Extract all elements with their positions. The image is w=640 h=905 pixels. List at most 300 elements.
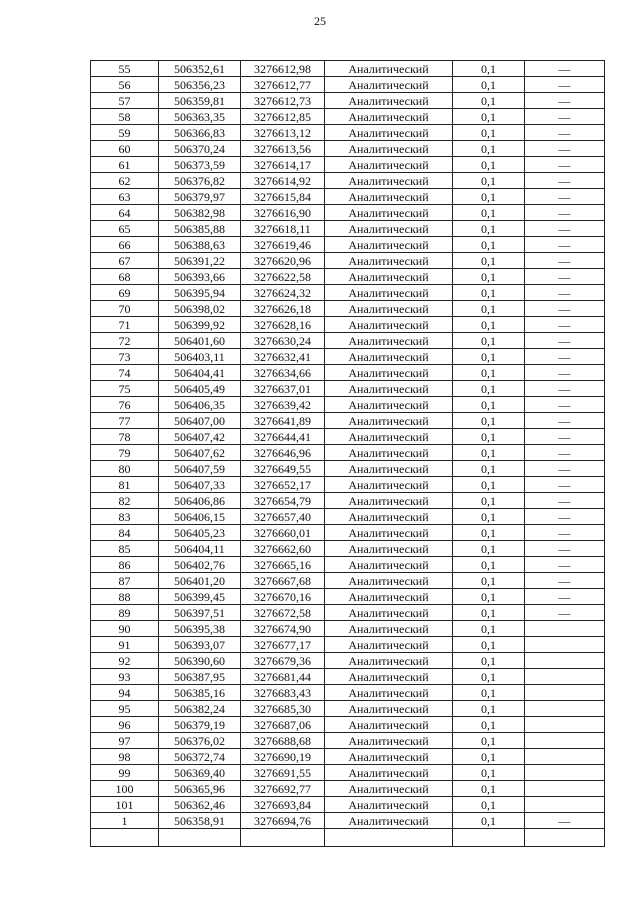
y-coordinate-cell: 3276615,84 <box>241 189 325 205</box>
precision-cell: 0,1 <box>453 429 525 445</box>
method-cell: Аналитический <box>325 573 453 589</box>
description-cell: — <box>525 93 605 109</box>
method-cell: Аналитический <box>325 173 453 189</box>
description-cell <box>525 797 605 813</box>
empty-cell <box>453 829 525 847</box>
table-row <box>91 797 605 813</box>
point-number-cell: 66 <box>91 237 159 253</box>
precision-cell: 0,1 <box>453 717 525 733</box>
y-coordinate-cell: 3276691,55 <box>241 765 325 781</box>
table-row <box>91 173 605 189</box>
x-coordinate-cell: 506369,40 <box>159 765 241 781</box>
point-number-cell: 96 <box>91 717 159 733</box>
y-coordinate-cell: 3276694,76 <box>241 813 325 829</box>
point-number-cell: 81 <box>91 477 159 493</box>
x-coordinate-cell: 506405,49 <box>159 381 241 397</box>
point-number-cell: 69 <box>91 285 159 301</box>
x-coordinate-cell: 506404,11 <box>159 541 241 557</box>
method-cell: Аналитический <box>325 717 453 733</box>
table-row <box>91 269 605 285</box>
description-cell: — <box>525 173 605 189</box>
method-cell: Аналитический <box>325 397 453 413</box>
y-coordinate-cell: 3276616,90 <box>241 205 325 221</box>
precision-cell: 0,1 <box>453 365 525 381</box>
y-coordinate-cell: 3276641,89 <box>241 413 325 429</box>
x-coordinate-cell: 506382,98 <box>159 205 241 221</box>
method-cell: Аналитический <box>325 301 453 317</box>
y-coordinate-cell: 3276613,12 <box>241 125 325 141</box>
point-number-cell: 68 <box>91 269 159 285</box>
description-cell: — <box>525 557 605 573</box>
precision-cell: 0,1 <box>453 413 525 429</box>
method-cell: Аналитический <box>325 685 453 701</box>
precision-cell: 0,1 <box>453 477 525 493</box>
table-row <box>91 285 605 301</box>
point-number-cell: 95 <box>91 701 159 717</box>
precision-cell: 0,1 <box>453 445 525 461</box>
table-row <box>91 653 605 669</box>
precision-cell: 0,1 <box>453 461 525 477</box>
table-row <box>91 237 605 253</box>
point-number-cell: 72 <box>91 333 159 349</box>
precision-cell: 0,1 <box>453 237 525 253</box>
point-number-cell: 84 <box>91 525 159 541</box>
x-coordinate-cell: 506401,20 <box>159 573 241 589</box>
precision-cell: 0,1 <box>453 701 525 717</box>
method-cell: Аналитический <box>325 493 453 509</box>
precision-cell: 0,1 <box>453 77 525 93</box>
point-number-cell: 86 <box>91 557 159 573</box>
description-cell: — <box>525 109 605 125</box>
method-cell: Аналитический <box>325 813 453 829</box>
method-cell: Аналитический <box>325 733 453 749</box>
method-cell: Аналитический <box>325 189 453 205</box>
precision-cell: 0,1 <box>453 189 525 205</box>
table-row <box>91 781 605 797</box>
precision-cell: 0,1 <box>453 333 525 349</box>
x-coordinate-cell: 506362,46 <box>159 797 241 813</box>
table-row <box>91 77 605 93</box>
table-row <box>91 525 605 541</box>
precision-cell: 0,1 <box>453 109 525 125</box>
description-cell <box>525 701 605 717</box>
point-number-cell: 82 <box>91 493 159 509</box>
x-coordinate-cell: 506403,11 <box>159 349 241 365</box>
x-coordinate-cell: 506385,88 <box>159 221 241 237</box>
precision-cell: 0,1 <box>453 173 525 189</box>
description-cell: — <box>525 333 605 349</box>
y-coordinate-cell: 3276679,36 <box>241 653 325 669</box>
description-cell: — <box>525 605 605 621</box>
method-cell: Аналитический <box>325 317 453 333</box>
y-coordinate-cell: 3276613,56 <box>241 141 325 157</box>
method-cell: Аналитический <box>325 445 453 461</box>
description-cell: — <box>525 61 605 77</box>
precision-cell: 0,1 <box>453 621 525 637</box>
y-coordinate-cell: 3276685,30 <box>241 701 325 717</box>
table-row <box>91 221 605 237</box>
y-coordinate-cell: 3276639,42 <box>241 397 325 413</box>
x-coordinate-cell: 506363,35 <box>159 109 241 125</box>
point-number-cell: 85 <box>91 541 159 557</box>
precision-cell: 0,1 <box>453 61 525 77</box>
y-coordinate-cell: 3276612,85 <box>241 109 325 125</box>
method-cell: Аналитический <box>325 605 453 621</box>
description-cell: — <box>525 381 605 397</box>
y-coordinate-cell: 3276649,55 <box>241 461 325 477</box>
method-cell: Аналитический <box>325 77 453 93</box>
table-row <box>91 637 605 653</box>
point-number-cell: 70 <box>91 301 159 317</box>
table-row <box>91 733 605 749</box>
empty-cell <box>159 829 241 847</box>
table-row <box>91 557 605 573</box>
x-coordinate-cell: 506373,59 <box>159 157 241 173</box>
point-number-cell: 55 <box>91 61 159 77</box>
table-row <box>91 157 605 173</box>
point-number-cell: 92 <box>91 653 159 669</box>
x-coordinate-cell: 506407,62 <box>159 445 241 461</box>
point-number-cell: 63 <box>91 189 159 205</box>
table-row <box>91 813 605 829</box>
precision-cell: 0,1 <box>453 301 525 317</box>
point-number-cell: 67 <box>91 253 159 269</box>
y-coordinate-cell: 3276618,11 <box>241 221 325 237</box>
method-cell: Аналитический <box>325 61 453 77</box>
description-cell: — <box>525 413 605 429</box>
x-coordinate-cell: 506385,16 <box>159 685 241 701</box>
method-cell: Аналитический <box>325 269 453 285</box>
x-coordinate-cell: 506406,35 <box>159 397 241 413</box>
table-row <box>91 205 605 221</box>
table-row <box>91 477 605 493</box>
description-cell: — <box>525 461 605 477</box>
table-row <box>91 445 605 461</box>
empty-cell <box>241 829 325 847</box>
description-cell: — <box>525 221 605 237</box>
table-row <box>91 669 605 685</box>
y-coordinate-cell: 3276630,24 <box>241 333 325 349</box>
table-row <box>91 333 605 349</box>
x-coordinate-cell: 506398,02 <box>159 301 241 317</box>
y-coordinate-cell: 3276612,98 <box>241 61 325 77</box>
precision-cell: 0,1 <box>453 125 525 141</box>
point-number-cell: 93 <box>91 669 159 685</box>
method-cell: Аналитический <box>325 477 453 493</box>
y-coordinate-cell: 3276619,46 <box>241 237 325 253</box>
table-row <box>91 429 605 445</box>
x-coordinate-cell: 506402,76 <box>159 557 241 573</box>
precision-cell: 0,1 <box>453 557 525 573</box>
method-cell: Аналитический <box>325 237 453 253</box>
precision-cell: 0,1 <box>453 765 525 781</box>
point-number-cell: 76 <box>91 397 159 413</box>
description-cell: — <box>525 493 605 509</box>
x-coordinate-cell: 506401,60 <box>159 333 241 349</box>
x-coordinate-cell: 506407,59 <box>159 461 241 477</box>
x-coordinate-cell: 506359,81 <box>159 93 241 109</box>
method-cell: Аналитический <box>325 285 453 301</box>
precision-cell: 0,1 <box>453 253 525 269</box>
point-number-cell: 88 <box>91 589 159 605</box>
table-row <box>91 493 605 509</box>
table-row <box>91 509 605 525</box>
point-number-cell: 100 <box>91 781 159 797</box>
x-coordinate-cell: 506393,66 <box>159 269 241 285</box>
method-cell: Аналитический <box>325 653 453 669</box>
precision-cell: 0,1 <box>453 493 525 509</box>
precision-cell: 0,1 <box>453 525 525 541</box>
method-cell: Аналитический <box>325 349 453 365</box>
x-coordinate-cell: 506388,63 <box>159 237 241 253</box>
page-number: 25 <box>314 14 326 28</box>
description-cell: — <box>525 445 605 461</box>
description-cell: — <box>525 813 605 829</box>
precision-cell: 0,1 <box>453 397 525 413</box>
description-cell: — <box>525 349 605 365</box>
method-cell: Аналитический <box>325 253 453 269</box>
precision-cell: 0,1 <box>453 157 525 173</box>
method-cell: Аналитический <box>325 413 453 429</box>
description-cell <box>525 781 605 797</box>
method-cell: Аналитический <box>325 797 453 813</box>
method-cell: Аналитический <box>325 157 453 173</box>
precision-cell: 0,1 <box>453 381 525 397</box>
description-cell: — <box>525 429 605 445</box>
point-number-cell: 98 <box>91 749 159 765</box>
x-coordinate-cell: 506376,82 <box>159 173 241 189</box>
y-coordinate-cell: 3276692,77 <box>241 781 325 797</box>
precision-cell: 0,1 <box>453 589 525 605</box>
point-number-cell: 90 <box>91 621 159 637</box>
description-cell <box>525 669 605 685</box>
x-coordinate-cell: 506366,83 <box>159 125 241 141</box>
point-number-cell: 75 <box>91 381 159 397</box>
x-coordinate-cell: 506372,74 <box>159 749 241 765</box>
x-coordinate-cell: 506376,02 <box>159 733 241 749</box>
x-coordinate-cell: 506406,86 <box>159 493 241 509</box>
description-cell: — <box>525 189 605 205</box>
x-coordinate-cell: 506399,45 <box>159 589 241 605</box>
x-coordinate-cell: 506407,42 <box>159 429 241 445</box>
point-number-cell: 1 <box>91 813 159 829</box>
precision-cell: 0,1 <box>453 509 525 525</box>
table-row <box>91 349 605 365</box>
y-coordinate-cell: 3276632,41 <box>241 349 325 365</box>
point-number-cell: 77 <box>91 413 159 429</box>
precision-cell: 0,1 <box>453 93 525 109</box>
x-coordinate-cell: 506358,91 <box>159 813 241 829</box>
point-number-cell: 101 <box>91 797 159 813</box>
description-cell <box>525 749 605 765</box>
table-row <box>91 317 605 333</box>
method-cell: Аналитический <box>325 669 453 685</box>
y-coordinate-cell: 3276624,32 <box>241 285 325 301</box>
x-coordinate-cell: 506399,92 <box>159 317 241 333</box>
precision-cell: 0,1 <box>453 269 525 285</box>
table-row <box>91 381 605 397</box>
table-row <box>91 61 605 77</box>
description-cell: — <box>525 141 605 157</box>
empty-cell <box>325 829 453 847</box>
y-coordinate-cell: 3276670,16 <box>241 589 325 605</box>
point-number-cell: 59 <box>91 125 159 141</box>
precision-cell: 0,1 <box>453 733 525 749</box>
method-cell: Аналитический <box>325 557 453 573</box>
y-coordinate-cell: 3276667,68 <box>241 573 325 589</box>
x-coordinate-cell: 506352,61 <box>159 61 241 77</box>
table-row <box>91 749 605 765</box>
precision-cell: 0,1 <box>453 573 525 589</box>
table-row <box>91 189 605 205</box>
y-coordinate-cell: 3276644,41 <box>241 429 325 445</box>
method-cell: Аналитический <box>325 221 453 237</box>
method-cell: Аналитический <box>325 93 453 109</box>
method-cell: Аналитический <box>325 765 453 781</box>
point-number-cell: 64 <box>91 205 159 221</box>
table-row <box>91 301 605 317</box>
x-coordinate-cell: 506393,07 <box>159 637 241 653</box>
method-cell: Аналитический <box>325 141 453 157</box>
method-cell: Аналитический <box>325 621 453 637</box>
precision-cell: 0,1 <box>453 669 525 685</box>
y-coordinate-cell: 3276637,01 <box>241 381 325 397</box>
table-row <box>91 573 605 589</box>
y-coordinate-cell: 3276614,17 <box>241 157 325 173</box>
description-cell: — <box>525 525 605 541</box>
y-coordinate-cell: 3276693,84 <box>241 797 325 813</box>
description-cell <box>525 717 605 733</box>
precision-cell: 0,1 <box>453 317 525 333</box>
point-number-cell: 83 <box>91 509 159 525</box>
table-row <box>91 397 605 413</box>
table-row <box>91 541 605 557</box>
table-row <box>91 701 605 717</box>
y-coordinate-cell: 3276628,16 <box>241 317 325 333</box>
description-cell: — <box>525 365 605 381</box>
point-number-cell: 58 <box>91 109 159 125</box>
y-coordinate-cell: 3276690,19 <box>241 749 325 765</box>
precision-cell: 0,1 <box>453 605 525 621</box>
table-row <box>91 621 605 637</box>
description-cell: — <box>525 125 605 141</box>
y-coordinate-cell: 3276620,96 <box>241 253 325 269</box>
x-coordinate-cell: 506397,51 <box>159 605 241 621</box>
table-row <box>91 685 605 701</box>
y-coordinate-cell: 3276652,17 <box>241 477 325 493</box>
point-number-cell: 73 <box>91 349 159 365</box>
method-cell: Аналитический <box>325 125 453 141</box>
method-cell: Аналитический <box>325 781 453 797</box>
description-cell: — <box>525 301 605 317</box>
precision-cell: 0,1 <box>453 685 525 701</box>
description-cell: — <box>525 573 605 589</box>
precision-cell: 0,1 <box>453 221 525 237</box>
description-cell <box>525 733 605 749</box>
y-coordinate-cell: 3276665,16 <box>241 557 325 573</box>
empty-cell <box>525 829 605 847</box>
method-cell: Аналитический <box>325 749 453 765</box>
precision-cell: 0,1 <box>453 205 525 221</box>
y-coordinate-cell: 3276672,58 <box>241 605 325 621</box>
description-cell <box>525 621 605 637</box>
point-number-cell: 89 <box>91 605 159 621</box>
point-number-cell: 65 <box>91 221 159 237</box>
x-coordinate-cell: 506407,33 <box>159 477 241 493</box>
precision-cell: 0,1 <box>453 653 525 669</box>
description-cell <box>525 765 605 781</box>
y-coordinate-cell: 3276626,18 <box>241 301 325 317</box>
y-coordinate-cell: 3276612,73 <box>241 93 325 109</box>
y-coordinate-cell: 3276612,77 <box>241 77 325 93</box>
table-row <box>91 253 605 269</box>
y-coordinate-cell: 3276634,66 <box>241 365 325 381</box>
description-cell: — <box>525 541 605 557</box>
description-cell: — <box>525 477 605 493</box>
point-number-cell: 61 <box>91 157 159 173</box>
x-coordinate-cell: 506407,00 <box>159 413 241 429</box>
x-coordinate-cell: 506405,23 <box>159 525 241 541</box>
table-row <box>91 605 605 621</box>
y-coordinate-cell: 3276622,58 <box>241 269 325 285</box>
description-cell: — <box>525 509 605 525</box>
table-row <box>91 125 605 141</box>
point-number-cell: 99 <box>91 765 159 781</box>
description-cell: — <box>525 157 605 173</box>
x-coordinate-cell: 506391,22 <box>159 253 241 269</box>
x-coordinate-cell: 506387,95 <box>159 669 241 685</box>
description-cell <box>525 685 605 701</box>
description-cell: — <box>525 285 605 301</box>
y-coordinate-cell: 3276660,01 <box>241 525 325 541</box>
x-coordinate-cell: 506390,60 <box>159 653 241 669</box>
description-cell: — <box>525 205 605 221</box>
y-coordinate-cell: 3276681,44 <box>241 669 325 685</box>
method-cell: Аналитический <box>325 701 453 717</box>
y-coordinate-cell: 3276657,40 <box>241 509 325 525</box>
method-cell: Аналитический <box>325 381 453 397</box>
point-number-cell: 62 <box>91 173 159 189</box>
description-cell: — <box>525 397 605 413</box>
precision-cell: 0,1 <box>453 813 525 829</box>
table-row <box>91 413 605 429</box>
x-coordinate-cell: 506382,24 <box>159 701 241 717</box>
precision-cell: 0,1 <box>453 637 525 653</box>
method-cell: Аналитический <box>325 589 453 605</box>
x-coordinate-cell: 506395,38 <box>159 621 241 637</box>
method-cell: Аналитический <box>325 525 453 541</box>
table-row <box>91 93 605 109</box>
y-coordinate-cell: 3276646,96 <box>241 445 325 461</box>
table-row <box>91 717 605 733</box>
y-coordinate-cell: 3276688,68 <box>241 733 325 749</box>
description-cell: — <box>525 237 605 253</box>
table-row <box>91 141 605 157</box>
precision-cell: 0,1 <box>453 141 525 157</box>
table-row <box>91 109 605 125</box>
y-coordinate-cell: 3276662,60 <box>241 541 325 557</box>
x-coordinate-cell: 506370,24 <box>159 141 241 157</box>
empty-cell <box>91 829 159 847</box>
method-cell: Аналитический <box>325 637 453 653</box>
point-number-cell: 78 <box>91 429 159 445</box>
y-coordinate-cell: 3276687,06 <box>241 717 325 733</box>
x-coordinate-cell: 506379,97 <box>159 189 241 205</box>
y-coordinate-cell: 3276614,92 <box>241 173 325 189</box>
precision-cell: 0,1 <box>453 781 525 797</box>
point-number-cell: 79 <box>91 445 159 461</box>
precision-cell: 0,1 <box>453 749 525 765</box>
